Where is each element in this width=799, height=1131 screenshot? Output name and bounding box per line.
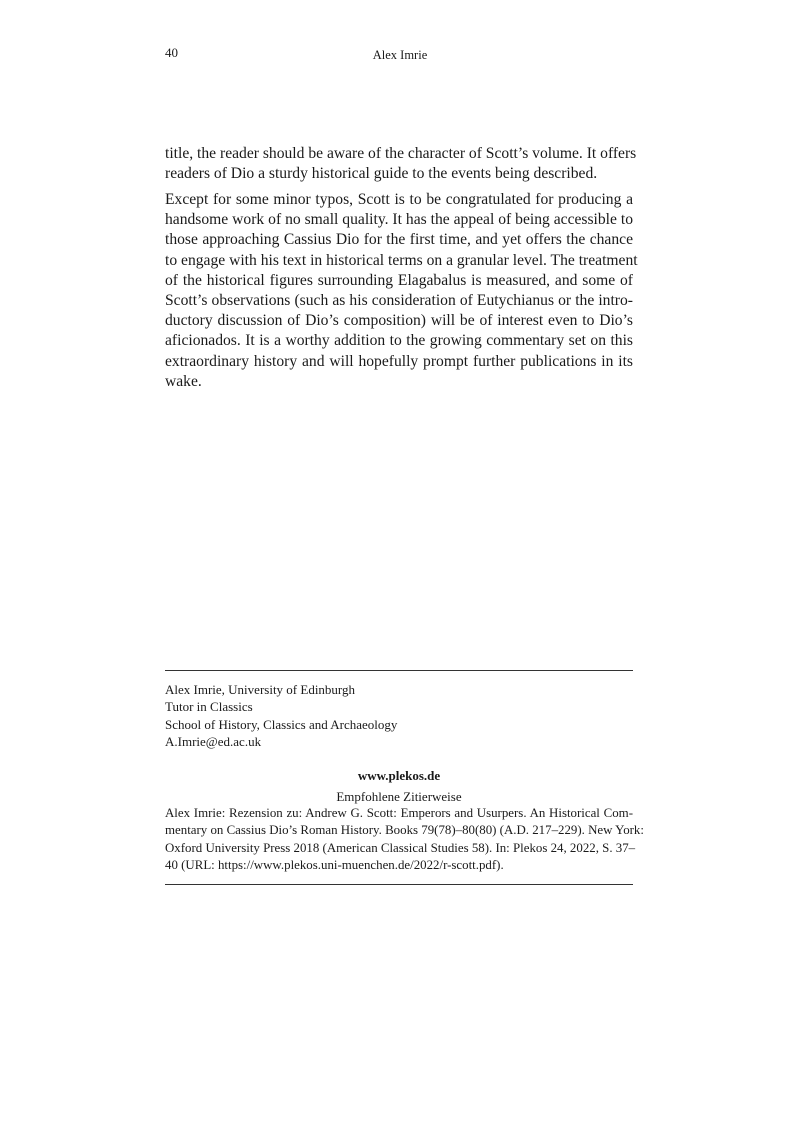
citation-line: Oxford University Press 2018 (American Classical Studies 58). In: Plekos 24, 2022, S. 37–	[165, 840, 636, 855]
text-line: to engage with his text in historical terms on a granular level. The treatment	[165, 251, 638, 269]
text-line: Except for some minor typos, Scott is to be congratulated for producing a	[165, 191, 633, 208]
body-paragraph-2	[165, 190, 638, 392]
text-line: wake.	[165, 372, 202, 390]
citation-line: 40 (URL: https://www.plekos.uni-muenchen.de/2022/r-scott.pdf).	[165, 857, 504, 872]
text-line: of the historical figures surrounding Elagabalus is measured, and some of	[165, 271, 633, 289]
running-title: Alex Imrie	[372, 48, 428, 62]
citation-line: mentary on Cassius Dio’s Roman History. Books 79(78)–80(80) (A.D. 217–229). New York:	[165, 823, 644, 838]
website-link[interactable]: www.plekos.de	[357, 768, 441, 783]
text-line: readers of Dio a sturdy historical guide to the events being described.	[165, 165, 598, 183]
text-line: those approaching Cassius Dio for the first time, and yet offers the chance	[165, 231, 633, 249]
author-department: School of History, Classics and Archaeology	[165, 716, 398, 732]
citation-line: Alex Imrie: Rezension zu: Andrew G. Scott: Emperors and Usurpers. An Historical Com-	[165, 806, 633, 820]
author-info	[165, 681, 633, 750]
text-line: extraordinary history and will hopefully prompt further publications in its	[165, 352, 633, 370]
text-line: ductory discussion of Dio’s composition) will be of interest even to Dio’s	[165, 312, 633, 330]
author-affiliation: Alex Imrie, University of Edinburgh	[165, 682, 356, 697]
author-position: Tutor in Classics	[165, 699, 253, 715]
divider	[165, 670, 633, 671]
text-line: Scott’s observations (such as his consideration of Eutychianus or the intro-	[165, 292, 633, 310]
page-number: 40	[165, 45, 178, 60]
author-email[interactable]: A.Imrie@ed.ac.uk	[165, 733, 262, 749]
text-line: handsome work of no small quality. It has the appeal of being accessible to	[165, 211, 633, 229]
body-paragraph-1	[165, 144, 637, 184]
text-line: aficionados. It is a worthy addition to the growing commentary set on this	[165, 332, 633, 350]
divider	[165, 884, 633, 885]
citation-heading: Empfohlene Zitierweise	[336, 789, 462, 804]
citation	[165, 805, 644, 874]
text-line: title, the reader should be aware of the character of Scott’s volume. It offers	[165, 145, 637, 162]
